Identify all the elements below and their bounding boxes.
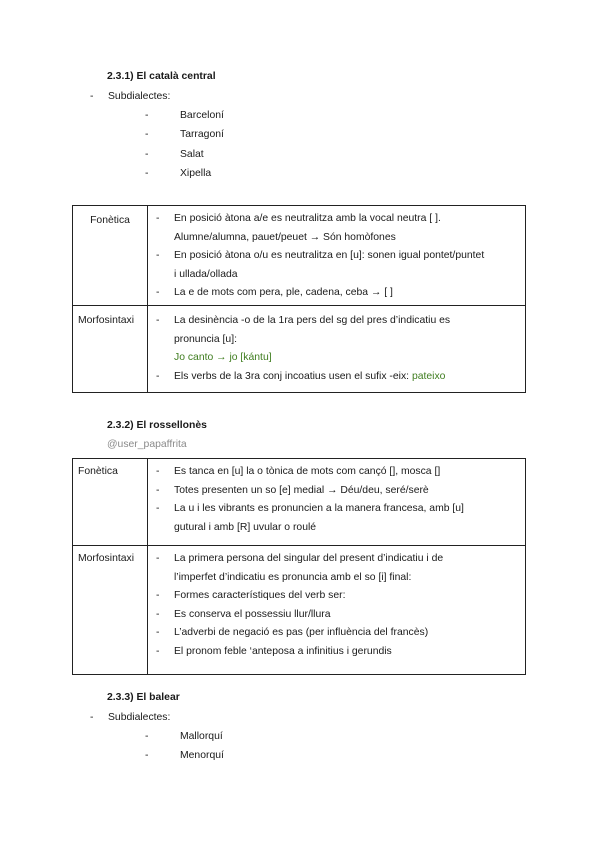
subdialect-item: Barceloní bbox=[180, 110, 224, 121]
list-item: - En posició àtona a/e es neutralitza amb la vocal neutra [ ]. Alumne/alumna, pauet/peuet → Són homòfones bbox=[156, 213, 441, 243]
section-1-dash: - bbox=[90, 91, 94, 102]
user-handle: @user_papaffrita bbox=[107, 439, 187, 450]
list-item: - La primera persona del singular del present d’indicatiu i de l’imperfet d’indicatiu es pronuncia amb el so [i] final: bbox=[156, 553, 444, 583]
table-row bbox=[73, 305, 526, 392]
section-1-subdialects-label: Subdialectes: bbox=[108, 91, 171, 102]
list-item: - Es tanca en [u] la o tònica de mots com cançó [], mosca [] bbox=[156, 466, 441, 477]
subdialect-dash: - bbox=[145, 750, 149, 762]
table-row bbox=[73, 206, 526, 306]
table-2-content-cell bbox=[148, 546, 526, 675]
section-3-dash: - bbox=[90, 712, 94, 723]
table-2-label-cell bbox=[73, 546, 148, 675]
list-item: - Totes presenten un so [e] medial → Déu/deu, seré/serè bbox=[156, 484, 429, 496]
list-item: - L’adverbi de negació es pas (per influència del francès) bbox=[156, 627, 429, 639]
subdialect-item: Menorquí bbox=[180, 750, 224, 762]
row-label: Morfosintaxi bbox=[78, 314, 135, 326]
table-1-label-cell bbox=[73, 305, 148, 392]
table-row bbox=[73, 546, 526, 675]
subdialect-dash: - bbox=[145, 731, 149, 742]
table-1-content-cell bbox=[148, 305, 526, 392]
list-item: - La e de mots com pera, ple, cadena, ceba → [ ] bbox=[156, 287, 393, 299]
table-row bbox=[73, 459, 526, 546]
subdialect-item: Mallorquí bbox=[180, 731, 223, 742]
row-label: Morfosintaxi bbox=[78, 553, 135, 564]
table-2-label-cell bbox=[73, 459, 148, 546]
section-2-heading: 2.3.2) El rossellonès bbox=[107, 420, 207, 431]
list-item: - Es conserva el possessiu llur/llura bbox=[156, 608, 331, 620]
subdialect-item: Tarragoní bbox=[180, 129, 224, 141]
table-2-content-cell bbox=[148, 459, 526, 546]
table-1-content-cell bbox=[148, 206, 526, 306]
subdialect-dash: - bbox=[145, 167, 149, 179]
table-catala-central bbox=[72, 205, 526, 393]
list-item: - Els verbs de la 3ra conj incoatius usen el sufix -eix: pateixo bbox=[156, 370, 446, 382]
suffix-example: pateixo bbox=[411, 370, 446, 382]
section-3-subdialects-label: Subdialectes: bbox=[108, 712, 171, 723]
list-item: - En posició àtona o/u es neutralitza en [u]: sonen igual pontet/puntet i ullada/ollada bbox=[156, 250, 485, 280]
section-3-heading: 2.3.3) El balear bbox=[107, 692, 180, 703]
table-1-label-cell bbox=[73, 206, 148, 306]
subdialect-item: Xipella bbox=[180, 167, 212, 179]
subdialect-dash: - bbox=[145, 148, 149, 160]
row-label: Fonètica bbox=[90, 215, 130, 226]
example-text: Jo canto → jo [kántu] bbox=[174, 352, 272, 364]
subdialect-item: Salat bbox=[180, 148, 204, 160]
list-item: - La desinència -o de la 1ra pers del sg del pres d’indicatiu es pronuncia [u]: Jo canto → jo [kántu] bbox=[148, 312, 525, 368]
subdialect-dash: - bbox=[145, 129, 149, 141]
subdialect-dash: - bbox=[145, 110, 149, 121]
list-item: - El pronom feble ‘anteposa a infinitius i gerundis bbox=[156, 645, 392, 657]
row-label: Fonètica bbox=[78, 466, 118, 477]
list-item: - Formes característiques del verb ser: bbox=[156, 590, 346, 602]
table-rossellones bbox=[72, 458, 526, 675]
list-item: - La u i les vibrants es pronuncien a la manera francesa, amb [u] gutural i amb [R] uvular o roulé bbox=[156, 503, 464, 533]
section-1-heading: 2.3.1) El català central bbox=[107, 71, 216, 82]
